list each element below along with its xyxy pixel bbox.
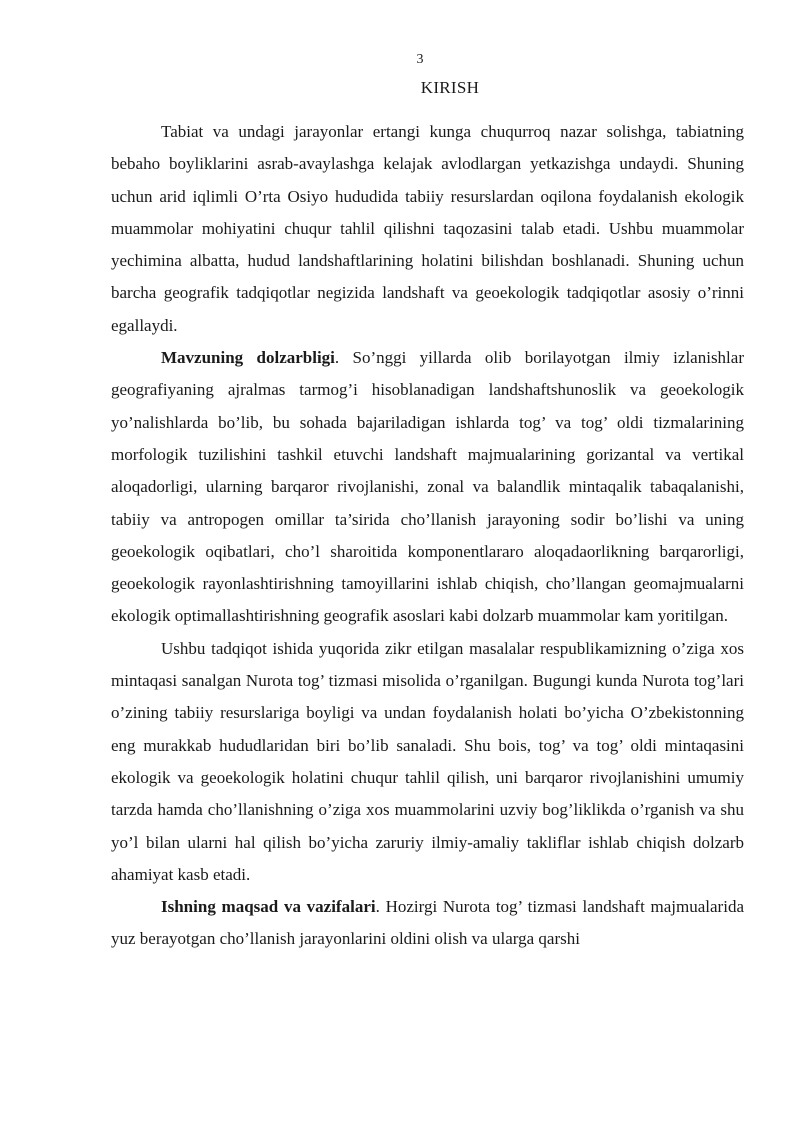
paragraph-study-area: [111, 633, 744, 891]
section-heading: KIRISH: [420, 78, 480, 97]
paragraph-relevance: [111, 342, 744, 633]
paragraph-lead-relevance: Mavzuning dolzarbligi: [161, 348, 335, 368]
paragraph-lead-punct: .: [375, 897, 380, 917]
paragraph-aims: [111, 891, 744, 956]
paragraph-lead-aims: Ishning maqsad va vazifalari: [161, 897, 376, 917]
paragraph-text: So’nggi yillarda olib borilayotgan ilmiy izlanishlar geografiyaning ajralmas tarmog’i hisoblanadigan landshaftshunoslik va geoekologik yo’nalishlarda bo’lib, bu sohada bajariladigan ishlarda tog’ va tog’ oldi tizmalarining morfologik tuzilishini tashkil etuvchi landshaft majmualarining gorizantal va vertikal aloqadorligi, ularning barqaror rivojlanishi, zonal va balandlik mintaqalik tabaqalanishi, tabiiy va antropogen omillar ta’sirida cho’llanish jarayoning sodir bo’lishi va uning geoekologik oqibatlari, cho’l sharoitida komponentlararo aloqadaorlikning barqarorligi, geoekologik rayonlashtirishning tamoyillarini ishlab chiqish, cho’llangan geomajmualarni ekologik optimallashtirishning geografik asoslari kabi dolzarb muammolar kam yoritilgan.: [111, 348, 744, 626]
paragraph-intro: [111, 116, 744, 342]
paragraph-text: Tabiat va undagi jarayonlar ertangi kunga chuqurroq nazar solishga, tabiatning bebaho boyliklarini asrab-avaylashga kelajak avlodlargan yetkazishga undaydi. Shuning uchun arid iqlimli O’rta Osiyo hududida tabiiy resurslardan oqilona foydalanish ekologik muammolar mohiyatini chuqur tahlil qilishni taqozasini talab etadi. Ushbu muammolar yechimina albatta, hudud landshaftlarining holatini bilishdan boshlanadi. Shuning uchun barcha geografik tadqiqotlar negizida landshaft va geoekologik tadqiqotlar asosiy o’rinni egallaydi.: [111, 122, 744, 335]
page-number: 3: [416, 52, 424, 67]
paragraph-lead-punct: .: [334, 348, 340, 368]
paragraph-text: Ushbu tadqiqot ishida yuqorida zikr etilgan masalalar respublikamizning o’ziga xos mintaqasi sanalgan Nurota tog’ tizmasi misolida o’rganilgan. Bugungi kunda Nurota tog’lari o’zining tabiiy resurslariga boyligi va undan foydalanish holati bo’yicha O’zbekistonning eng murakkab hududlaridan biri bo’lib sanaladi. Shu bois, tog’ va tog’ oldi mintaqasini ekologik va geoekologik holatini chuqur tahlil qilish, uni barqaror rivojlanishini umumiy tarzda hamda cho’llanishning o’ziga xos muammolarini uzviy bog’liklikda o’rganish va shu yo’l bilan ularni hal qilish bo’yicha zaruriy ilmiy-amaliy takliflar ishlab chiqish dolzarb ahamiyat kasb etadi.: [111, 638, 744, 884]
document-body: [111, 116, 744, 956]
paragraph-text: Hozirgi Nurota tog’ tizmasi landshaft majmualarida yuz berayotgan cho’llanish jarayonlarini oldini olish va ularga qarshi: [111, 897, 744, 949]
